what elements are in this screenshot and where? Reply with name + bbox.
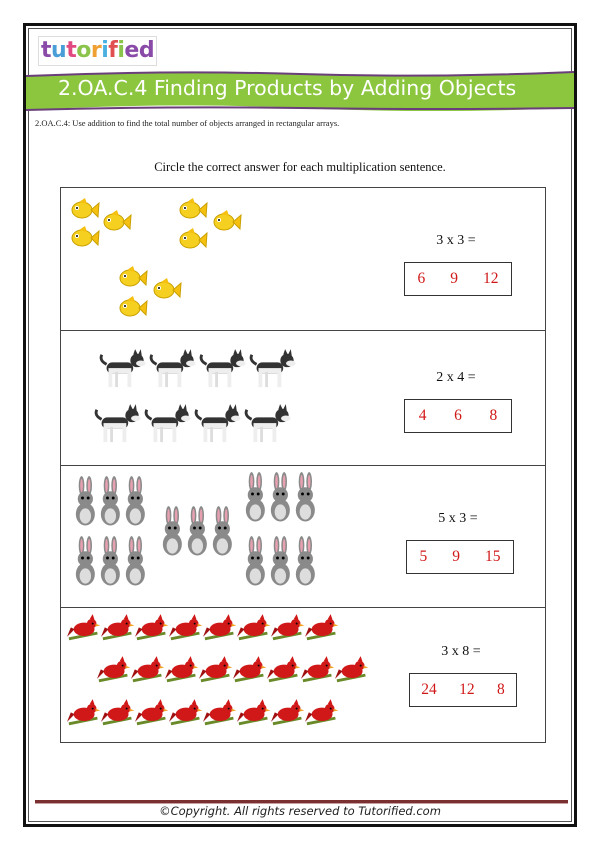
page-title: 2.OA.C.4 Finding Products by Adding Objects bbox=[58, 76, 517, 100]
standard-description: 2.OA.C.4: Use addition to find the total number of objects arranged in rectangular arrays. bbox=[35, 118, 340, 128]
cardinal-icon bbox=[267, 656, 300, 681]
rabbit-array bbox=[61, 466, 401, 607]
answer-choice[interactable]: 8 bbox=[497, 681, 505, 698]
rabbit-icon bbox=[296, 472, 315, 521]
answer-choices bbox=[404, 399, 512, 433]
cardinal-icon bbox=[305, 699, 338, 724]
problem-row bbox=[61, 608, 545, 743]
cardinal-icon bbox=[271, 699, 304, 724]
answer-choice[interactable]: 12 bbox=[483, 270, 499, 287]
cardinal-icon bbox=[165, 656, 198, 681]
dog-icon bbox=[246, 404, 290, 442]
instructions: Circle the correct answer for each multiplication sentence. bbox=[154, 160, 446, 174]
fish-array bbox=[61, 188, 401, 330]
rabbit-icon bbox=[271, 536, 290, 585]
cardinal-icon bbox=[237, 699, 270, 724]
equation: 3 x 8 = bbox=[441, 644, 481, 659]
problem-row bbox=[61, 331, 545, 466]
fish-icon bbox=[72, 198, 99, 218]
cardinal-icon bbox=[101, 699, 134, 724]
footer-divider bbox=[35, 800, 568, 803]
tutorified-logo: tutorified bbox=[38, 36, 157, 66]
answer-choices bbox=[406, 540, 514, 574]
cardinal-icon bbox=[199, 656, 232, 681]
dog-icon bbox=[96, 404, 140, 442]
answer-choice[interactable]: 15 bbox=[485, 548, 501, 565]
fish-icon bbox=[180, 228, 207, 248]
answer-choice[interactable]: 4 bbox=[418, 407, 427, 424]
cardinal-icon bbox=[203, 699, 236, 724]
cardinal-icon bbox=[131, 656, 164, 681]
cardinal-icon bbox=[67, 699, 100, 724]
cardinal-icon bbox=[169, 699, 202, 724]
rabbit-icon bbox=[76, 476, 95, 525]
rabbit-icon bbox=[271, 472, 290, 521]
cardinal-icon bbox=[233, 656, 266, 681]
answer-choice[interactable]: 6 bbox=[417, 270, 426, 287]
dog-icon bbox=[196, 404, 240, 442]
answer-choice[interactable]: 6 bbox=[454, 407, 462, 424]
answer-choice[interactable]: 9 bbox=[452, 548, 460, 565]
cardinal-icon bbox=[67, 614, 100, 639]
cardinal-icon bbox=[135, 614, 168, 639]
answer-choices bbox=[409, 673, 517, 707]
rabbit-icon bbox=[101, 476, 120, 525]
cardinal-icon bbox=[97, 656, 130, 681]
fish-icon bbox=[154, 278, 181, 298]
copyright: ©Copyright. All rights reserved to Tutorified.com bbox=[159, 804, 441, 818]
rabbit-icon bbox=[126, 476, 145, 525]
rabbit-icon bbox=[296, 536, 315, 585]
cardinal-icon bbox=[301, 656, 334, 681]
problem-row bbox=[61, 466, 545, 608]
rabbit-icon bbox=[101, 536, 120, 585]
rabbit-icon bbox=[126, 536, 145, 585]
rabbit-icon bbox=[246, 472, 265, 521]
problem-row bbox=[61, 188, 545, 331]
fish-icon bbox=[120, 266, 147, 286]
fish-icon bbox=[120, 296, 147, 316]
answer-choice[interactable]: 12 bbox=[459, 681, 475, 698]
rabbit-icon bbox=[163, 506, 182, 555]
problems-table bbox=[60, 187, 546, 743]
answer-choice[interactable]: 9 bbox=[450, 270, 458, 287]
fish-icon bbox=[180, 198, 207, 218]
cardinal-icon bbox=[305, 614, 338, 639]
dog-array bbox=[61, 331, 401, 465]
equation: 3 x 3 = bbox=[436, 233, 476, 248]
cardinal-icon bbox=[203, 614, 236, 639]
cardinal-icon bbox=[237, 614, 270, 639]
dog-icon bbox=[251, 349, 295, 387]
rabbit-icon bbox=[76, 536, 95, 585]
rabbit-icon bbox=[213, 506, 232, 555]
dog-icon bbox=[101, 349, 145, 387]
cardinal-icon bbox=[135, 699, 168, 724]
equation: 5 x 3 = bbox=[438, 511, 478, 526]
rabbit-icon bbox=[246, 536, 265, 585]
answer-choice[interactable]: 8 bbox=[489, 407, 498, 424]
answer-choice[interactable]: 5 bbox=[419, 548, 428, 565]
cardinal-icon bbox=[335, 656, 368, 681]
cardinal-icon bbox=[271, 614, 304, 639]
dog-icon bbox=[201, 349, 245, 387]
cardinal-icon bbox=[169, 614, 202, 639]
fish-icon bbox=[104, 210, 131, 230]
dog-icon bbox=[146, 404, 190, 442]
answer-choice[interactable]: 24 bbox=[421, 681, 437, 698]
dog-icon bbox=[151, 349, 195, 387]
fish-icon bbox=[72, 226, 99, 246]
cardinal-array bbox=[61, 608, 381, 743]
answer-choices bbox=[404, 262, 512, 296]
cardinal-icon bbox=[101, 614, 134, 639]
equation: 2 x 4 = bbox=[436, 370, 476, 385]
fish-icon bbox=[214, 210, 241, 230]
rabbit-icon bbox=[188, 506, 207, 555]
